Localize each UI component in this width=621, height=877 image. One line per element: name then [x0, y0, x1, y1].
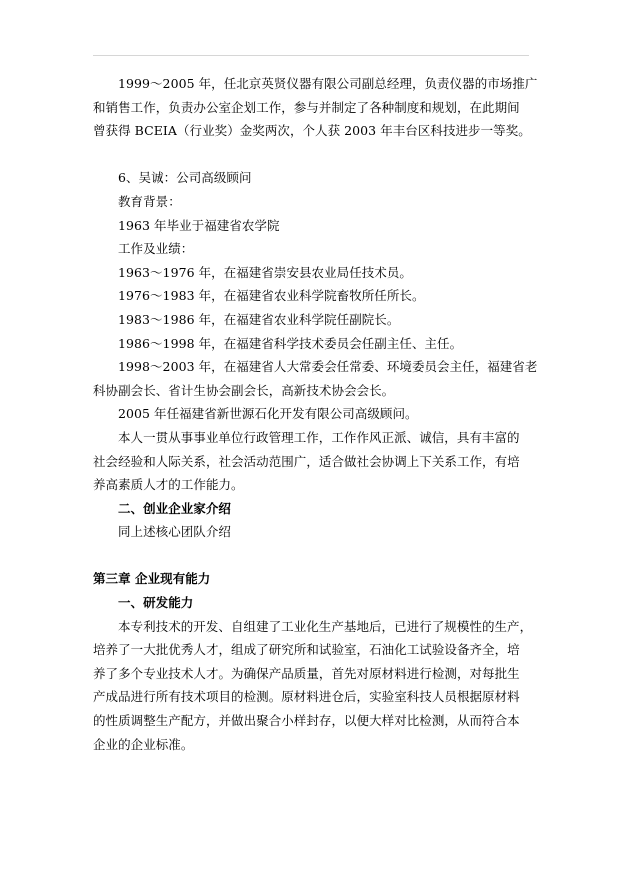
section-heading: 二、创业企业家介绍 — [118, 500, 231, 516]
work-entry: 1963～1976 年，在福建省崇安县农业局任技术员。 — [118, 264, 412, 280]
work-entry: 1976～1983 年，在福建省农业科学院畜牧所任所长。 — [118, 288, 425, 304]
work-entry: 2005 年任福建省新世源石化开发有限公司高级顾问。 — [118, 406, 418, 422]
summary-line: 社会经验和人际关系，社会活动范围广，适合做社会协调上下关系工作，有培 — [93, 453, 520, 469]
paragraph-line: 曾获得 BCEIA（行业奖）金奖两次，个人获 2003 年丰台区科技进步一等奖。 — [93, 123, 531, 139]
person-heading: 6、吴诚：公司高级顾问 — [118, 170, 252, 186]
chapter-body-line: 养了多个专业技术人才。为确保产品质量，首先对原材料进行检测，对每批生 — [93, 665, 520, 681]
chapter-body-line: 的性质调整生产配方，并做出聚合小样封存，以便大样对比检测，从而符合本 — [93, 713, 520, 729]
work-entry: 1986～1998 年，在福建省科学技术委员会任副主任、主任。 — [118, 335, 463, 351]
education-entry: 1963 年毕业于福建省农学院 — [118, 217, 280, 233]
work-entry: 1998～2003 年，在福建省人大常委会任常委、环境委员会主任，福建省老 — [118, 359, 538, 375]
blank-line — [93, 143, 533, 167]
blank-line — [93, 544, 533, 568]
chapter-body-line: 产成品进行所有技术项目的检测。原材料进仓后，实验室科技人员根据原材料 — [93, 689, 520, 705]
summary-line: 养高素质人才的工作能力。 — [93, 477, 244, 493]
chapter-body-line: 培养了一大批优秀人才，组成了研究所和试验室，石油化工试验设备齐全，培 — [93, 642, 520, 658]
education-label: 教育背景： — [118, 193, 181, 209]
chapter-heading: 第三章 企业现有能力 — [93, 571, 211, 587]
work-label: 工作及业绩： — [118, 241, 194, 257]
paragraph-line: 和销售工作，负责办公室企划工作，参与并制定了各种制度和规划，在此期间 — [93, 99, 520, 115]
header-divider — [93, 55, 529, 56]
subsection-heading: 一、研发能力 — [118, 595, 194, 611]
document-body — [93, 72, 538, 756]
chapter-body-line: 企业的企业标准。 — [93, 736, 194, 752]
paragraph-line: 1999～2005 年，任北京英贤仪器有限公司副总经理，负责仪器的市场推广 — [118, 76, 538, 91]
work-entry: 1983～1986 年，在福建省农业科学院任副院长。 — [118, 311, 400, 327]
work-entry-continued: 科协副会长、省计生协会副会长，高新技术协会会长。 — [93, 382, 395, 398]
chapter-body-line: 本专利技术的开发、自组建了工业化生产基地后，已进行了规模性的生产， — [118, 618, 533, 634]
summary-line: 本人一贯从事事业单位行政管理工作，工作作风正派、诚信，具有丰富的 — [118, 429, 520, 445]
section-body: 同上述核心团队介绍 — [118, 524, 231, 540]
